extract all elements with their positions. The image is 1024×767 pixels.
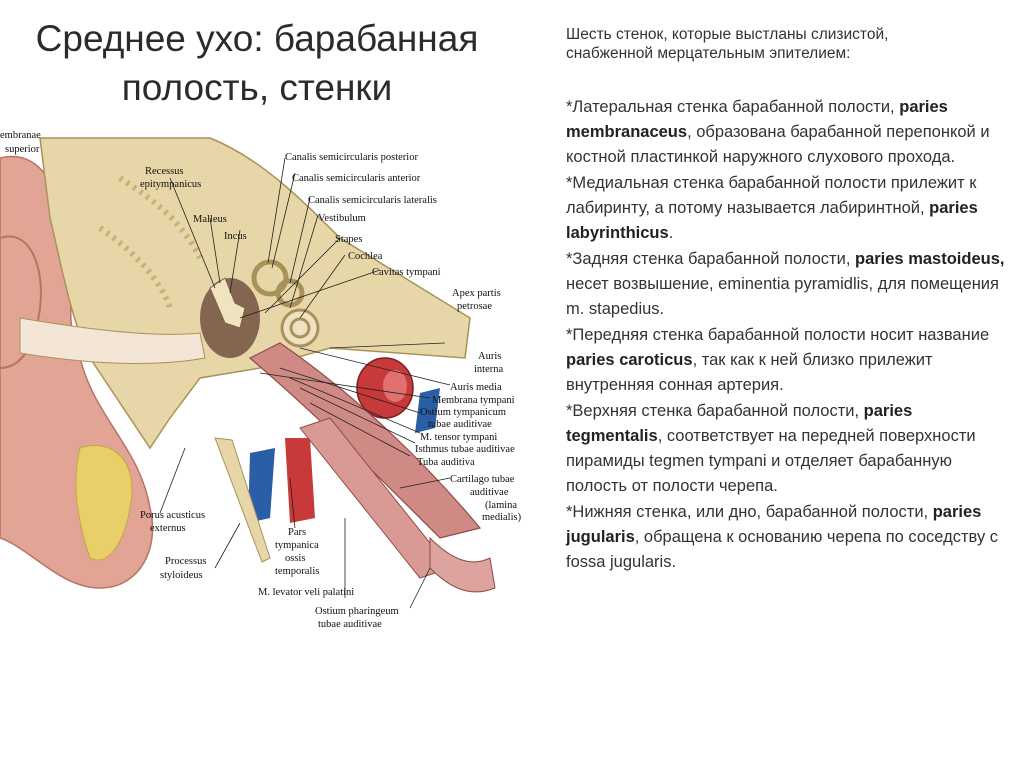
label-porus-2: externus — [150, 523, 186, 534]
label-malleus: Malleus — [193, 214, 227, 225]
walls-list — [566, 95, 1006, 576]
label-tensor: M. tensor tympani — [420, 432, 498, 443]
label-cartilago-3: (lamina — [485, 500, 518, 511]
label-canalis-posterior: Canalis semicircularis posterior — [285, 152, 418, 163]
carotid-lumen — [383, 370, 407, 402]
label-isthmus: Isthmus tubae auditivae — [415, 444, 515, 455]
wall-inferior: *Нижняя стенка, или дно, барабанной полости, paries jugularis, обращена к основанию черепа по соседству с fossa jugularis. — [566, 503, 999, 571]
label-auris-media: Auris media — [450, 382, 502, 393]
label-levator: M. levator veli palatini — [258, 587, 355, 598]
label-ostium-1: Ostium tympanicum — [420, 407, 507, 418]
wall-anterior: *Передняя стенка барабанной полости носит название paries caroticus, так как к ней близко прилежит внутренняя сонная артерия. — [566, 326, 990, 394]
tube-cartilage — [430, 538, 495, 592]
label-cartilago-4: medialis) — [482, 512, 522, 523]
intro-text — [566, 25, 1006, 63]
ear-anatomy-figure — [0, 118, 545, 648]
wall-medial: *Медиальная стенка барабанной полости прилежит к лабиринту, а потому называется лабиринтной, paries labyrinthicus. — [566, 174, 978, 242]
label-cartilago-1: Cartilago tubae — [450, 474, 515, 485]
cochlea — [282, 310, 318, 346]
label-processus-2: styloideus — [160, 570, 203, 581]
wall-lateral: *Латеральная стенка барабанной полости, paries membranaceus, образована барабанной перепонкой и костной пластинкой наружного слухового прохода. — [566, 98, 990, 166]
wall-superior: *Верхняя стенка барабанной полости, paries tegmentalis, соответствует на передней поверхности пирамиды tegmen tympani и отделяет барабанную полость от полости черепа. — [566, 402, 976, 495]
label-epitympanicus: epitympanicus — [140, 179, 202, 190]
label-membranae: embranae — [0, 130, 41, 141]
label-processus-1: Processus — [165, 556, 207, 567]
wall-posterior: *Задняя стенка барабанной полости, paries mastoideus, несет возвышение, eminentia pyramidlis, для помещения m. stapedius. — [566, 250, 1005, 318]
label-stapes: Stapes — [335, 234, 363, 245]
label-ostium-2: tubae auditivae — [428, 419, 492, 430]
label-tuba: Tuba auditiva — [417, 457, 475, 468]
label-membrana-tympani: Membrana tympani — [432, 395, 515, 406]
label-apex-1: Apex partis — [452, 288, 501, 299]
intro-line-1: Шесть стенок, которые выстланы слизистой, — [566, 26, 889, 43]
label-recessus: Recessus — [145, 166, 184, 177]
label-superior: superior — [5, 144, 40, 155]
title-line-2: полость, стенки — [121, 67, 393, 108]
label-ostium-ph-1: Ostium pharingeum — [315, 606, 399, 617]
intro-line-2: снабженной мерцательным эпителием: — [566, 45, 851, 62]
label-canalis-lateralis: Canalis semicircularis lateralis — [308, 195, 437, 206]
label-incus: Incus — [224, 231, 247, 242]
artery-lower — [285, 438, 315, 523]
label-ostium-ph-2: tubae auditivae — [318, 619, 382, 630]
label-pars-1: Pars — [288, 527, 307, 538]
label-pars-4: temporalis — [275, 566, 320, 577]
label-pars-2: tympanica — [275, 540, 319, 551]
label-cochlea: Cochlea — [348, 251, 383, 262]
label-canalis-anterior: Canalis semicircularis anterior — [292, 173, 421, 184]
label-apex-2: petrosae — [457, 301, 492, 312]
label-pars-3: ossis — [285, 553, 306, 564]
title-line-1: Среднее ухо: барабанная — [35, 18, 479, 59]
label-cavitas: Cavitas tympani — [372, 267, 441, 278]
slide-title — [22, 14, 492, 112]
label-porus-1: Porus acusticus — [140, 510, 206, 521]
label-auris-2: interna — [474, 364, 504, 375]
label-auris-1: Auris — [478, 351, 502, 362]
label-cartilago-2: auditivae — [470, 487, 509, 498]
label-vestibulum: Vestibulum — [318, 213, 366, 224]
